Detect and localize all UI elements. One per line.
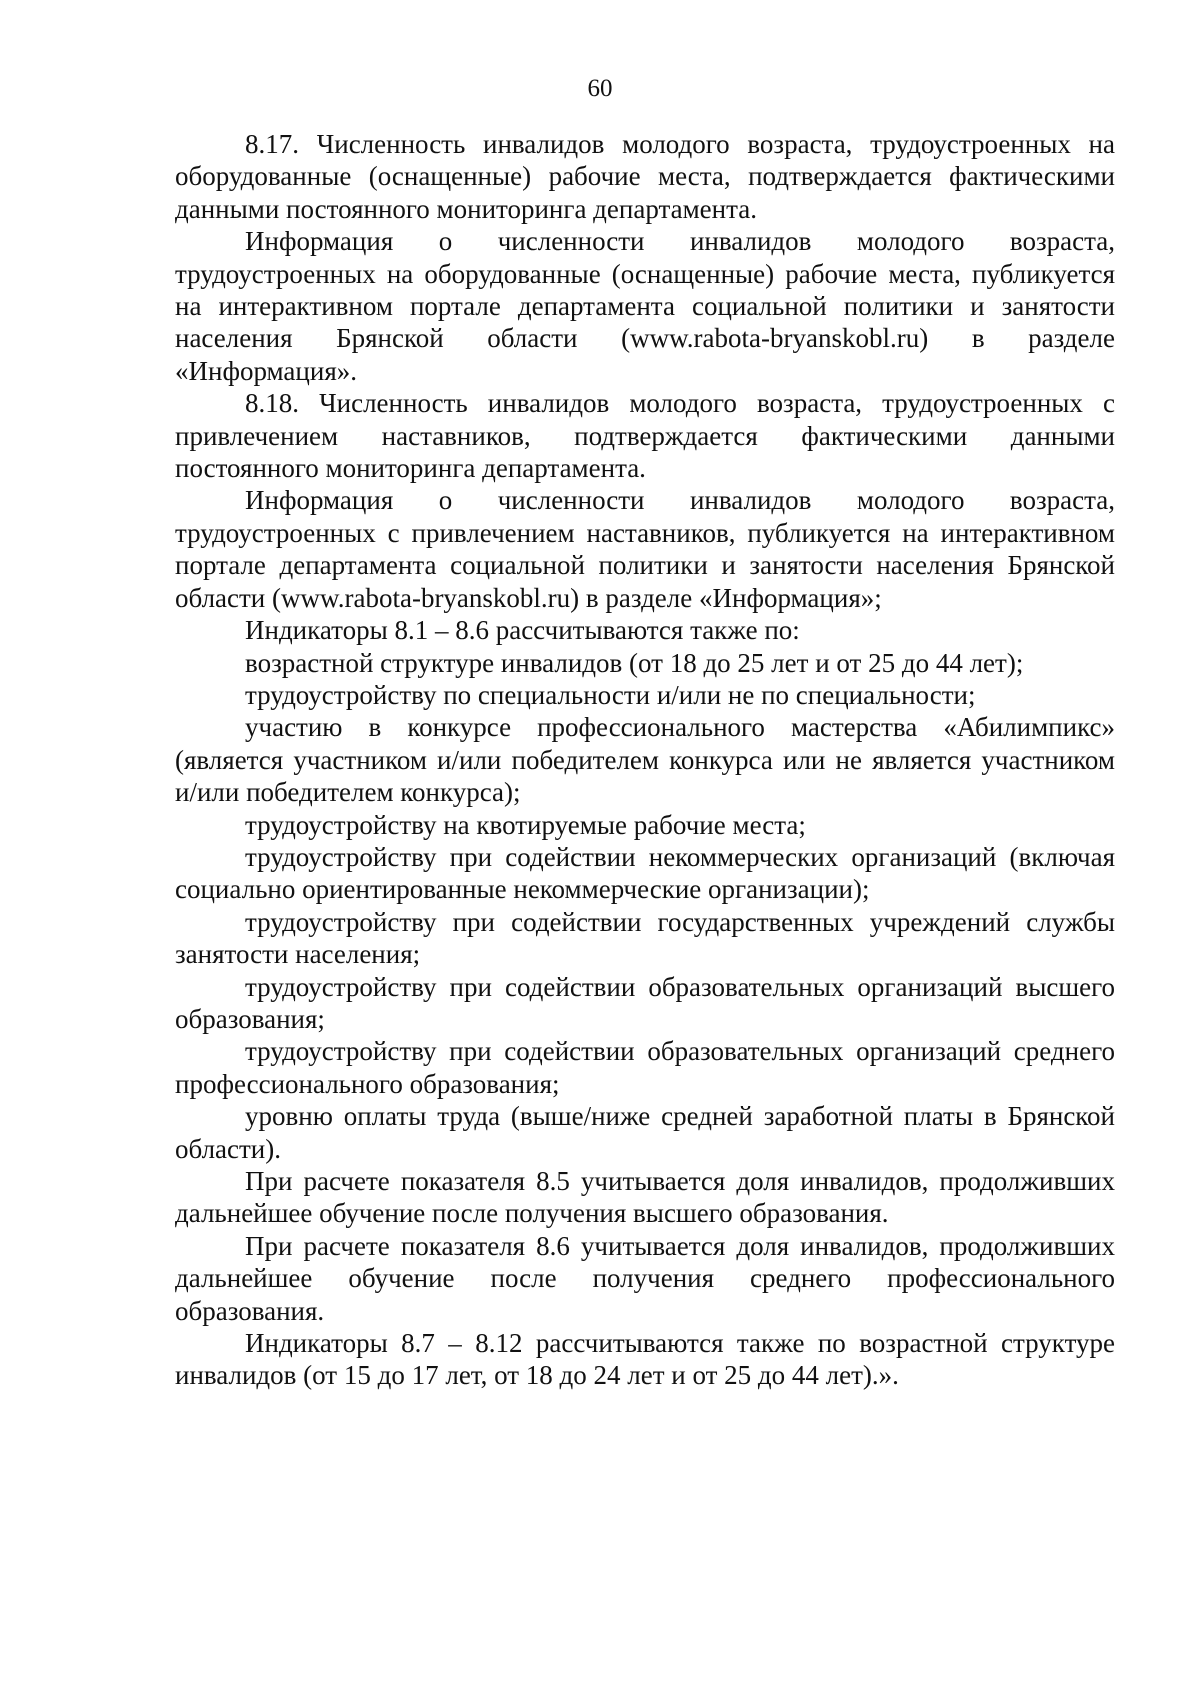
paragraph: трудоустройству по специальности и/или не по специальности; (245, 679, 976, 710)
paragraph: возрастной структуре инвалидов (от 18 до 25 лет и от 25 до 44 лет); (245, 647, 1024, 678)
paragraph: трудоустройству на квотируемые рабочие места; (245, 809, 806, 840)
paragraph: трудоустройству при содействии образовательных организаций среднего профессионального образования; (175, 1036, 1115, 1099)
paragraph: уровню оплаты труда (выше/ниже средней заработной платы в Брянской области). (175, 1101, 1115, 1164)
paragraph: 8.17. Численность инвалидов молодого возраста, трудоустроенных на оборудованные (оснащенные) рабочие места, подтверждается фактическими данными постоянного мониторинга департамента. (175, 129, 1115, 224)
paragraph: Информация о численности инвалидов молодого возраста, трудоустроенных с привлечением наставников, публикуется на интерактивном портале департамента социальной политики и занятости населения Брянской области (www.rabota-bryanskobl.ru) в разделе «Информация»; (175, 485, 1115, 613)
paragraph: трудоустройству при содействии образовательных организаций высшего образования; (175, 971, 1115, 1034)
paragraph: 8.18. Численность инвалидов молодого возраста, трудоустроенных с привлечением наставников, подтверждается фактическими данными постоянного мониторинга департамента. (175, 388, 1115, 484)
paragraph: участию в конкурсе профессионального мастерства «Абилимпикс» (является участником и/или победителем конкурса или не является участником и/или победителем конкурса); (175, 712, 1115, 808)
paragraph: трудоустройству при содействии государственных учреждений службы занятости населения; (175, 906, 1115, 970)
paragraph: Индикаторы 8.7 – 8.12 рассчитываются также по возрастной структуре инвалидов (от 15 до 17 лет, от 18 до 24 лет и от 25 до 44 лет).». (175, 1328, 1115, 1391)
paragraph: При расчете показателя 8.5 учитывается доля инвалидов, продолживших дальнейшее обучение после получения высшего образования. (175, 1166, 1115, 1229)
paragraph: При расчете показателя 8.6 учитывается доля инвалидов, продолживших дальнейшее обучение после получения среднего профессионального образования. (175, 1230, 1115, 1326)
paragraph: Информация о численности инвалидов молодого возраста, трудоустроенных на оборудованные (оснащенные) рабочие места, публикуется на интерактивном портале департамента социальной политики и занятости населения Брянской области (www.rabota-bryanskobl.ru) в разделе «Информация». (175, 226, 1115, 386)
document-body (175, 128, 1115, 1392)
page-number: 60 (587, 75, 613, 102)
paragraph: Индикаторы 8.1 – 8.6 рассчитываются также по: (245, 615, 800, 646)
paragraph: трудоустройству при содействии некоммерческих организаций (включая социально ориентированные некоммерческие организации); (175, 841, 1115, 905)
